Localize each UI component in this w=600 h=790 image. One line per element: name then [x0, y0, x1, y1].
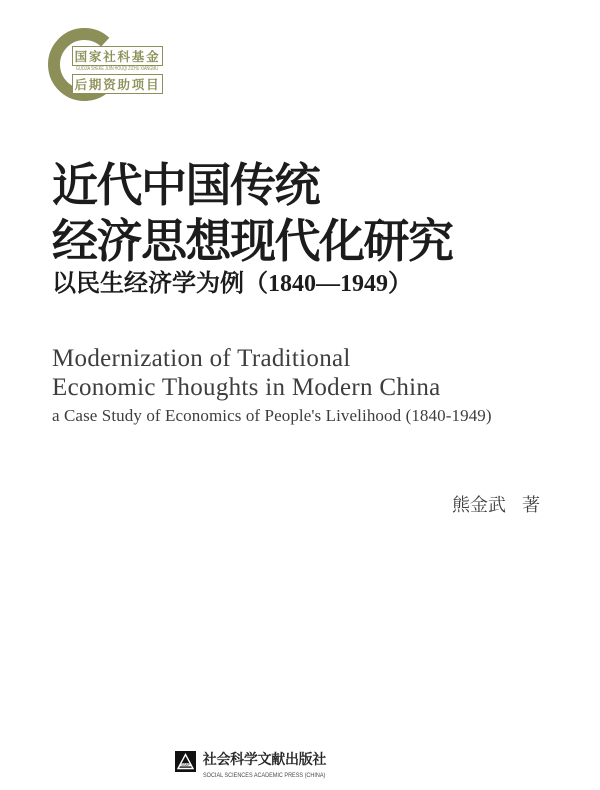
english-title-line2: Economic Thoughts in Modern China: [52, 374, 441, 401]
publisher-name-en: [202, 767, 425, 779]
author-role: 著: [522, 495, 540, 515]
author-name: 熊金武: [452, 495, 506, 515]
author-line: [452, 494, 540, 516]
fund-badge-name: 国家社科基金: [72, 46, 163, 66]
english-title-line3: a Case Study of Economics of People's Livelihood (1840-1949): [52, 406, 492, 425]
book-subtitle: 以民生经济学为例（1840—1949）: [52, 271, 412, 297]
publisher-logo-abbr: SSAP: [181, 762, 190, 767]
publisher-logo-icon: [175, 751, 196, 772]
english-title-line1: Modernization of Traditional: [52, 345, 351, 372]
book-title-english: [52, 344, 492, 428]
publisher-block: [0, 751, 600, 779]
fund-badge-pinyin-text: GUOJIA SHEKE JIJIN HOUQI ZIZHU XIANGMU: [76, 65, 159, 72]
book-title-line1: 近代中国传统: [52, 160, 319, 211]
fund-badge: [40, 18, 172, 118]
publisher-text: [202, 751, 425, 779]
book-title: [52, 158, 453, 297]
publisher-name-en-text: SOCIAL SCIENCES ACADEMIC PRESS (CHINA): [202, 772, 326, 779]
fund-badge-program: 后期资助项目: [72, 74, 163, 94]
publisher-name-cn: 社会科学文献出版社: [202, 751, 327, 767]
book-title-line2: 经济思想现代化研究: [52, 216, 453, 267]
fund-badge-pinyin: [72, 66, 163, 74]
